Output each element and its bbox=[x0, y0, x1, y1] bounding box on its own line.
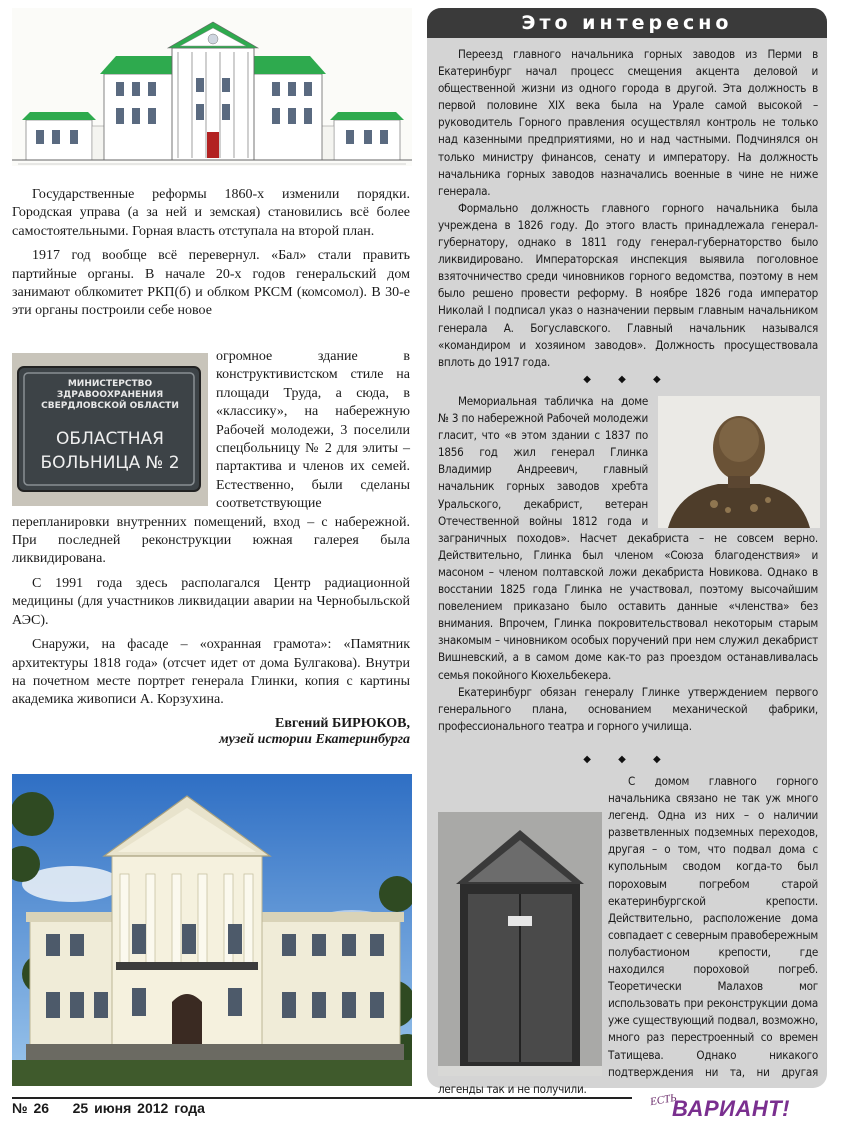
issue-date: 25 июня 2012 года bbox=[72, 1100, 205, 1116]
article-paragraph: 1917 год вообще всё перевернул. «Бал» стали править партийные органы. В начале 20-х годов генеральский дом занимают облкомитет РКП(б) и облком РКСМ (комсомол). В 30-е эти органы построили себе новое bbox=[12, 248, 410, 319]
footer-issue-info bbox=[12, 1100, 205, 1116]
sign-text: БОЛЬНИЦА № 2 bbox=[40, 453, 180, 473]
sign-text: ЗДРАВООХРАНЕНИЯ bbox=[56, 390, 164, 400]
sidebar-section-3 bbox=[438, 773, 818, 1098]
divider-diamonds: ◆ ◆ ◆ bbox=[583, 754, 673, 765]
newspaper-logo bbox=[650, 1090, 826, 1126]
article-paragraph: Государственные реформы 1860-х изменили порядки. Городская управа (а за ней и земская) становились всё более самостоятельными. Горная власть отступала на второй план. bbox=[12, 187, 410, 239]
sign-text: МИНИСТЕРСТВО bbox=[67, 379, 153, 389]
sidebar-paragraph: С домом главного горного начальника связано не так уж много легенд. Одна из них – о наличии разветвленных подземных переходов, другая – о том, что подвал дома с купольным сводом когда-то был пороховым погребом старой екатеринбургской крепости. Действительно, расположение дома совпадает с северным правобережным полубастионом крепости, где находился пороховой погреб. Теоретически Малахов мог использовать при реконструкции дома уже существующий подвал, возможно, много раз перестроенный со времен Татищева. Однако никакого подтверждения ни та, ни другая легенды так и не получили. bbox=[438, 774, 818, 1096]
logo-small-text: ЕСТЬ bbox=[649, 1091, 678, 1109]
sign-text: ОБЛАСТНАЯ bbox=[56, 429, 164, 449]
sidebar-section-2 bbox=[438, 393, 818, 735]
sidebar-paragraph: Переезд главного начальника горных заводов из Перми в Екатеринбург начал процесс смещения акцента деловой и общественной жизни из одного города в другой. Эта должность в первой половине XIX века была на Урале самой высокой – руководитель Горного правления осуществлял контроль не только над казенными предприятиями, но и над частными. Подчинялся он только министру финансов, сенату и императору. На должность начальника горных заводов назначались военные в чине не ниже генерала. bbox=[438, 47, 818, 198]
sign-text: СВЕРДЛОВСКОЙ ОБЛАСТИ bbox=[41, 401, 179, 411]
sidebar-paragraph: Екатеринбург обязан генералу Глинке утверждением первого генерального плана, основанием механической фабрики, профессионального театра и горного училища. bbox=[438, 684, 818, 733]
article-paragraph: огромное здание в конструктивистском стиле на площади Труда, а сюда, в «классику», на набережную Рабочей молодежи, 3 поселили спецбольницу № 2 для элиты – партактива и членов их семей. Естественно, были сделаны соответствующие перепланировки внутренних помещений, вход – с набережной. При последней реконструкции южная галерея была ликвидирована. bbox=[12, 349, 410, 567]
logo-main-text: ВАРИАНТ! bbox=[672, 1096, 790, 1121]
mansion-photo bbox=[12, 774, 412, 1086]
article-paragraph: Снаружи, на фасаде – «охранная грамота»: «Памятник архитектуры 1818 года» (отсчет идет от дома Булгакова). Внутри на почетном месте портрет генерала Глинки, копия с картины академика живописи А. Корзухина. bbox=[12, 637, 410, 708]
author-organization: музей истории Екатеринбурга bbox=[219, 731, 410, 747]
article-paragraph: С 1991 года здесь располагался Центр радиационной медицины (для участников ликвидации аварии на Чернобыльской АЭС). bbox=[12, 575, 410, 628]
sign-main bbox=[12, 427, 208, 475]
sidebar-section-1 bbox=[438, 46, 818, 371]
hospital-sign-photo bbox=[12, 353, 208, 506]
author-name: Евгений БИРЮКОВ, bbox=[275, 715, 410, 731]
sidebar-paragraph: Мемориальная табличка на доме № 3 по набережной Рабочей молодежи гласит, что «в этом здании с 1837 по 1856 год жил генерал Глинка Владимир Андреевич, главный начальник горных заводов хребта Уральского, декабрист, ветеран Отечественной войны 1812 года и заграничных походов». Насчет декабриста – не совсем верно. Действительно, Глинка был членом «Союза благоденствия» и масоном – членом полтавской ложи декабриста Новикова. Однако в восстании 1825 года Глинка не участвовал, поэтому высочайшим повелением приказано было оставить данные «членства» без внимания. Впрочем, Глинка покровительствовал некоторым старым знакомым – чиновником особых поручений при нем служил декабрист Вишневский, а в самом доме как-то раз проездом останавливалась семья покойного Кюхельбекера. bbox=[438, 394, 818, 682]
footer-rule bbox=[12, 1097, 632, 1099]
divider-diamonds: ◆ ◆ ◆ bbox=[583, 374, 673, 385]
sidebar-paragraph: Формально должность главного горного начальника была учреждена в 1826 году. До этого власть принадлежала генерал-губернатору, однако в 1811 году генерал-губернаторство было ликвидировано. Императорская инспекция выявила поголовное взяточничество среди чиновников горного ведомства, поэтому в нем было решено провести реформу. В ноябре 1826 года император Николай I подписал указ о назначении первым главным начальником генерала А. Богуславского. Главный начальник назывался «командиром и хозяином заводов». Должность просуществовала вплоть до 1917 года. bbox=[438, 200, 818, 369]
sidebar-title: Это интересно bbox=[427, 8, 827, 38]
architectural-drawing bbox=[12, 8, 412, 166]
float-spacer bbox=[438, 811, 608, 1079]
sign-header bbox=[12, 379, 208, 412]
issue-number: № 26 bbox=[12, 1100, 50, 1116]
article-top-text bbox=[12, 186, 410, 321]
